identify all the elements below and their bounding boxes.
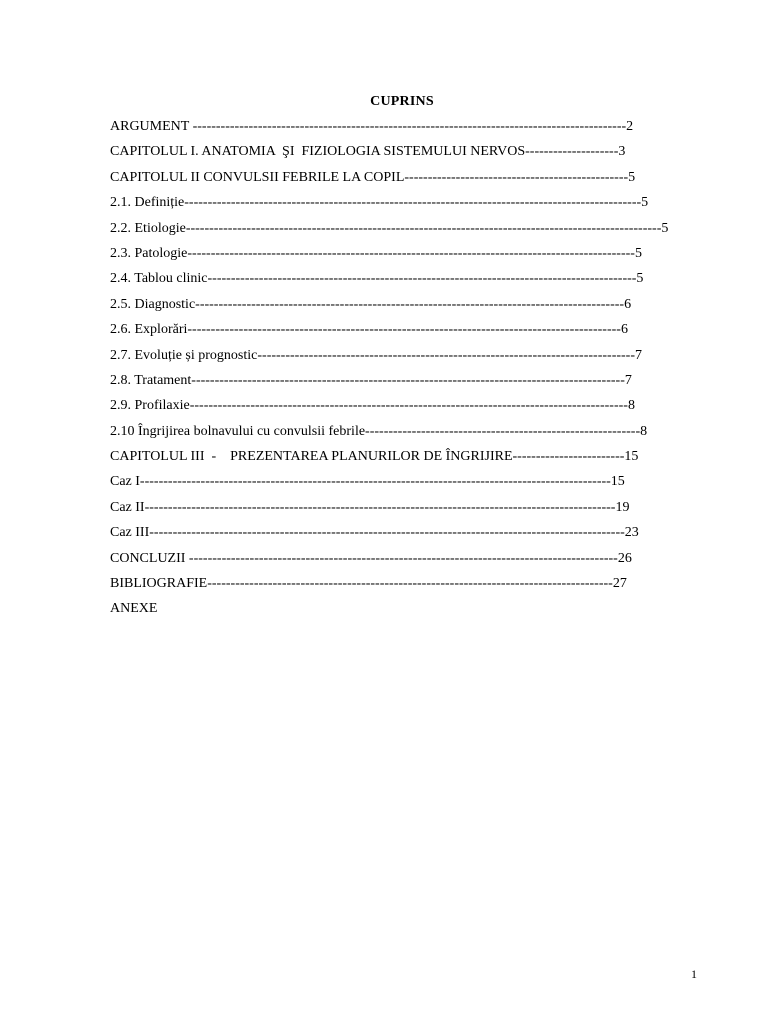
- toc-entry-text: 2.1. Definiție--------------------------------------------------------------------------------------------------5: [110, 195, 649, 211]
- toc-entry-text: ARGUMENT ---------------------------------------------------------------------------------------------2: [110, 119, 634, 134]
- toc-entry-2-3: [110, 244, 710, 269]
- table-of-contents: [110, 117, 710, 625]
- toc-entry-text: 2.2. Etiologie------------------------------------------------------------------------------------------------------5: [110, 220, 669, 236]
- toc-entry-text: 2.5. Diagnostic--------------------------------------------------------------------------------------------6: [110, 296, 632, 312]
- toc-entry-text: 2.10 Îngrijirea bolnavului cu convulsii febrile-----------------------------------------------------------8: [110, 423, 648, 439]
- toc-entry-2-6: [110, 320, 710, 345]
- toc-entry-conclusions: [110, 549, 710, 574]
- toc-entry-2-8: [110, 371, 710, 396]
- toc-entry-text: 2.8. Tratament---------------------------------------------------------------------------------------------7: [110, 372, 632, 388]
- toc-entry-text: 2.3. Patologie------------------------------------------------------------------------------------------------5: [110, 245, 642, 261]
- toc-entry-chapter-1: [110, 142, 710, 167]
- toc-entry-text: 2.7. Evoluție și prognostic---------------------------------------------------------------------------------7: [110, 347, 643, 363]
- toc-entry-case-1: [110, 472, 710, 497]
- toc-entry-2-5: [110, 295, 710, 320]
- toc-entry-2-9: [110, 396, 710, 421]
- toc-entry-text: Caz II-----------------------------------------------------------------------------------------------------19: [110, 499, 630, 515]
- toc-entry-2-2: [110, 219, 710, 244]
- toc-entry-2-4: [110, 269, 710, 294]
- toc-entry-text: CAPITOLUL II CONVULSII FEBRILE LA COPIL------------------------------------------------5: [110, 169, 636, 185]
- toc-entry-case-2: [110, 498, 710, 523]
- toc-entry-text: Caz I-----------------------------------------------------------------------------------------------------15: [110, 474, 625, 490]
- toc-entry-argument: [110, 117, 710, 142]
- toc-entry-text: 2.6. Explorări---------------------------------------------------------------------------------------------6: [110, 322, 628, 338]
- page-number: 1: [691, 967, 697, 981]
- toc-entry-text: 2.4. Tablou clinic--------------------------------------------------------------------------------------------5: [110, 271, 644, 287]
- toc-entry-2-10: [110, 422, 710, 447]
- toc-entry-annexes: [110, 599, 710, 624]
- toc-title: CUPRINS: [370, 94, 434, 109]
- toc-entry-text: ANEXE: [110, 601, 158, 617]
- toc-entry-2-1: [110, 193, 710, 218]
- toc-entry-text: Caz III------------------------------------------------------------------------------------------------------23: [110, 525, 639, 541]
- toc-entry-text: 2.9. Profilaxie----------------------------------------------------------------------------------------------8: [110, 398, 635, 414]
- toc-entry-text: CAPITOLUL I. ANATOMIA ŞI FIZIOLOGIA SISTEMULUI NERVOS--------------------3: [110, 144, 626, 160]
- toc-entry-text: CONCLUZII --------------------------------------------------------------------------------------------26: [110, 550, 632, 566]
- toc-entry-text: BIBLIOGRAFIE---------------------------------------------------------------------------------------27: [110, 576, 627, 592]
- toc-entry-chapter-3: [110, 447, 710, 472]
- toc-entry-2-7: [110, 346, 710, 371]
- toc-entry-chapter-2: [110, 168, 710, 193]
- toc-entry-case-3: [110, 523, 710, 548]
- toc-entry-bibliography: [110, 574, 710, 599]
- toc-entry-text: CAPITOLUL III - PREZENTAREA PLANURILOR DE ÎNGRIJIRE------------------------15: [110, 449, 639, 465]
